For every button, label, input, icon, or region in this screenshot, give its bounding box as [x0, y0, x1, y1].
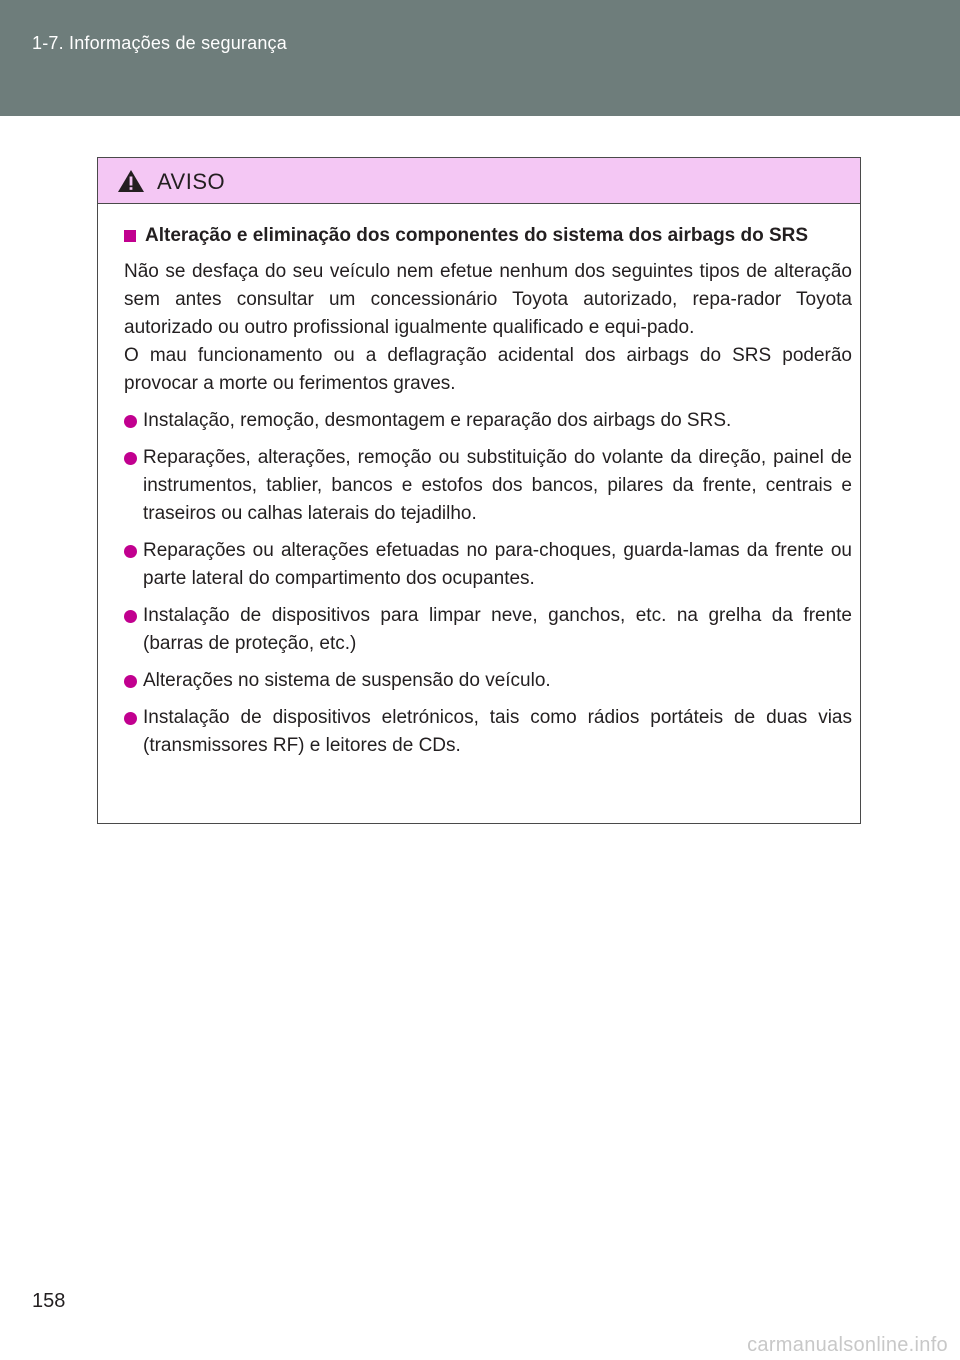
- list-item-text: Reparações, alterações, remoção ou substituição do volante da direção, painel de instrumentos, tablier, bancos e estofos dos bancos, pilares da frente, centrais e traseiros ou calhas laterais do tejadilho.: [143, 447, 852, 524]
- square-bullet-icon: [124, 230, 136, 242]
- warning-paragraph: [124, 258, 852, 398]
- bullet-dot-icon: [124, 415, 137, 428]
- subheading-text: Alteração e eliminação dos componentes do sistema dos airbags do SRS: [145, 225, 809, 246]
- list-item-text: Alterações no sistema de suspensão do veículo.: [143, 670, 551, 691]
- bullet-list: [124, 407, 852, 760]
- list-item: [124, 407, 852, 435]
- list-item: [124, 667, 852, 695]
- warning-triangle-icon: [117, 169, 145, 193]
- page-number: 158: [32, 1290, 66, 1312]
- list-item: [124, 444, 852, 528]
- warning-label: AVISO: [157, 169, 226, 194]
- warning-body: [98, 204, 860, 760]
- paragraph-text-2: O mau funcionamento ou a deflagração acidental dos airbags do SRS poderão provocar a morte ou ferimentos graves.: [124, 345, 852, 394]
- warning-subheading: [124, 222, 852, 250]
- list-item: [124, 602, 852, 658]
- bullet-dot-icon: [124, 452, 137, 465]
- bullet-dot-icon: [124, 610, 137, 623]
- paragraph-text-1: Não se desfaça do seu veículo nem efetue nenhum dos seguintes tipos de alteração sem antes consultar um concessionário Toyota autorizado, repa-rador Toyota autorizado ou outro profissional igualmente qualificado e equi-pado.: [124, 261, 852, 338]
- list-item: [124, 537, 852, 593]
- list-item-text: Instalação, remoção, desmontagem e reparação dos airbags do SRS.: [143, 410, 732, 431]
- header-band: [0, 0, 960, 116]
- list-item: [124, 704, 852, 760]
- list-item-text: Reparações ou alterações efetuadas no para-choques, guarda-lamas da frente ou parte lateral do compartimento dos ocupantes.: [143, 540, 852, 589]
- watermark: carmanualsonline.info: [747, 1334, 948, 1356]
- section-title: 1-7. Informações de segurança: [32, 33, 287, 53]
- bullet-dot-icon: [124, 675, 137, 688]
- list-item-text: Instalação de dispositivos para limpar neve, ganchos, etc. na grelha da frente (barras de proteção, etc.): [143, 605, 852, 654]
- bullet-dot-icon: [124, 545, 137, 558]
- list-item-text: Instalação de dispositivos eletrónicos, tais como rádios portáteis de duas vias (transmissores RF) e leitores de CDs.: [143, 707, 852, 756]
- bullet-dot-icon: [124, 712, 137, 725]
- warning-box: [97, 157, 861, 824]
- warning-header: [98, 158, 860, 204]
